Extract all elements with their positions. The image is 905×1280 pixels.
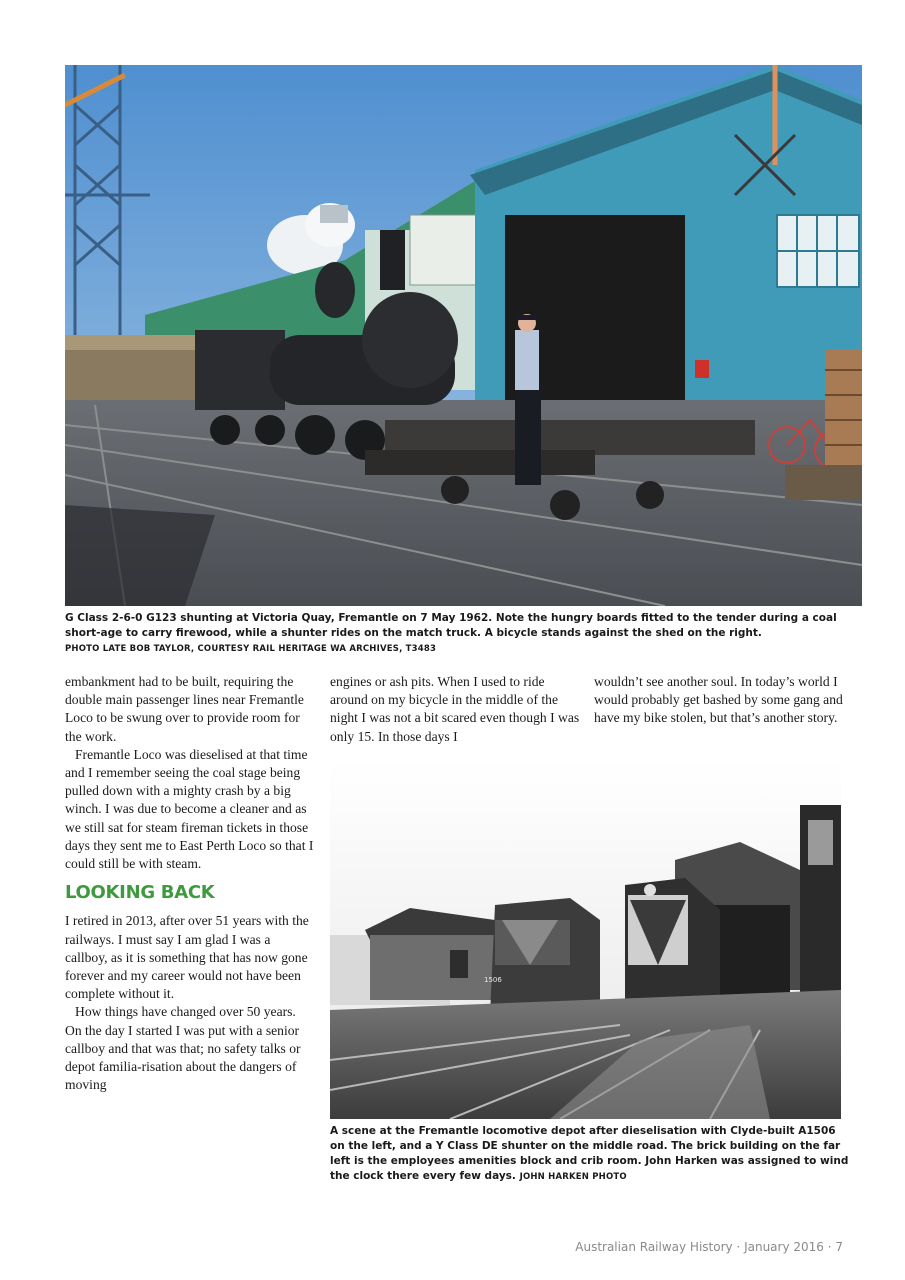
text-column-1 bbox=[65, 673, 315, 1094]
bottom-photo-caption bbox=[330, 1124, 850, 1185]
top-caption-text: G Class 2-6-0 G123 shunting at Victoria Quay, Fremantle on 7 May 1962. Note the hungry boards fitted to the tender during a coal short-age to carry firewood, while a shunter rides on the match truck. A bicycle stands against the shed on the right. bbox=[65, 612, 837, 639]
paragraph: embankment had to be built, requiring the double main passenger lines near Fremantle Loco to be swung over to provide room for the work. bbox=[65, 674, 304, 744]
paragraph: engines or ash pits. When I used to ride around on my bicycle in the middle of the night I was not a bit scared even though I was only 15. In those days I bbox=[330, 674, 580, 744]
paragraph: How things have changed over 50 years. On the day I started I was put with a senior callboy and that was that; no safety talks or depot familia-risation about the dangers of moving bbox=[65, 1004, 301, 1093]
section-heading: LOOKING BACK bbox=[65, 882, 215, 904]
paragraph: wouldn’t see another soul. In today’s world I would probably get bashed by some gang and have my bike stolen, but that’s another story. bbox=[594, 674, 843, 726]
top-photo bbox=[65, 65, 862, 606]
loco-number-label: 1506 bbox=[484, 976, 502, 984]
diesel-depot-photo bbox=[330, 760, 841, 1119]
page-footer: Australian Railway History · January 2016 · 7 bbox=[575, 1240, 843, 1254]
text-column-3 bbox=[594, 673, 844, 728]
paragraph: Fremantle Loco was dieselised at that time and I remember seeing the coal stage being pulled down with a mighty crash by a big winch. I was due to become a cleaner and as we still sat for steam fireman tickets in those days they sent me to East Perth Loco so that I could still be with steam. bbox=[65, 746, 314, 872]
bottom-photo bbox=[330, 760, 841, 1119]
top-photo-caption bbox=[65, 611, 855, 657]
text-column-2 bbox=[330, 673, 580, 746]
bottom-caption-text: A scene at the Fremantle locomotive depot after dieselisation with Clyde-built A1506 on the left, and a Y Class DE shunter on the middle road. The brick building on the far left is the employees amenities block and crib room. John Harken was assigned to wind the clock there every few days. bbox=[330, 1125, 849, 1182]
bottom-photo-credit: JOHN HARKEN PHOTO bbox=[519, 1172, 627, 1182]
paragraph: I retired in 2013, after over 51 years with the railways. I must say I am glad I was a callboy, as it is something that has now gone forever and my career would not have been complete without it. bbox=[65, 913, 309, 1002]
locomotive-shunting-photo bbox=[65, 65, 862, 606]
top-photo-credit: PHOTO LATE BOB TAYLOR, COURTESY RAIL HERITAGE WA ARCHIVES, T3483 bbox=[65, 644, 437, 654]
